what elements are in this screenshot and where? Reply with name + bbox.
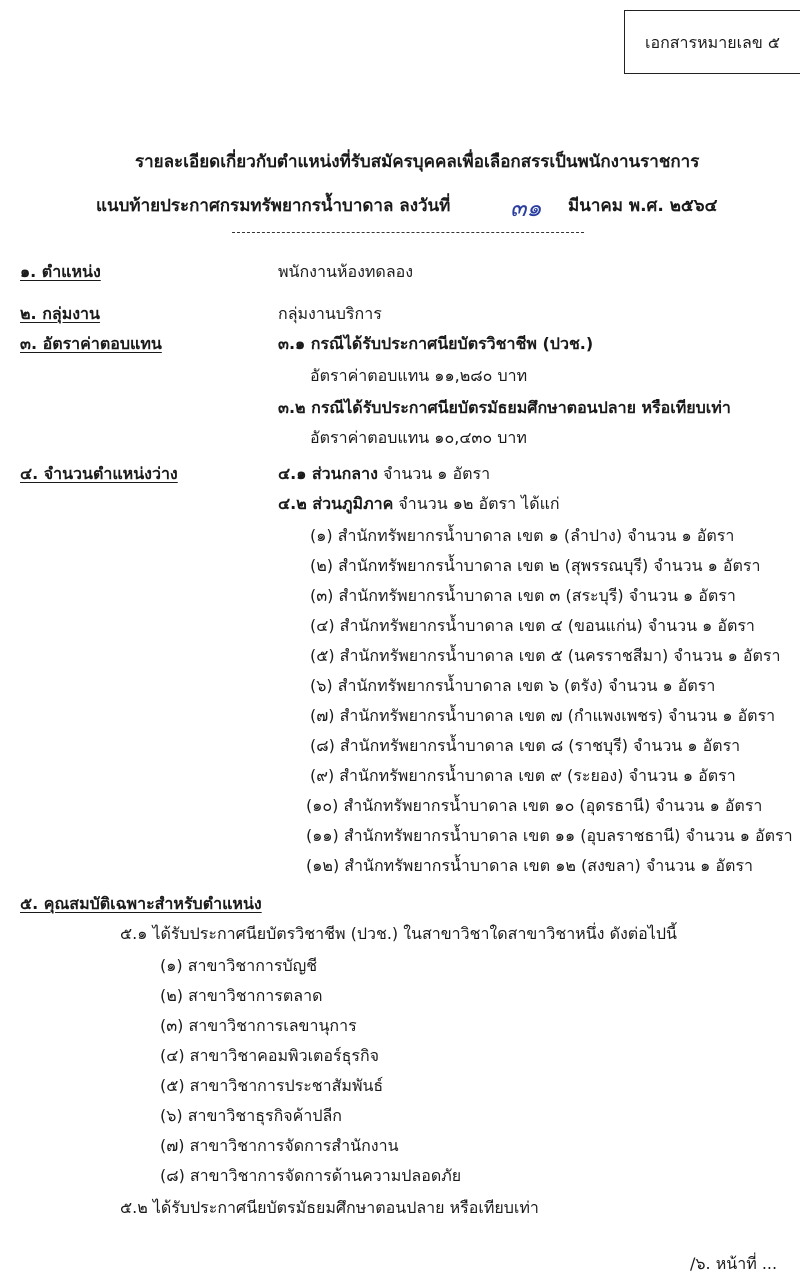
document-number: เอกสารหมายเลข ๕ xyxy=(645,33,780,52)
region-item-7: (๗) สำนักทรัพยากรน้ำบาดาล เขต ๗ (กำแพงเพชร) จำนวน ๑ อัตรา xyxy=(310,706,776,725)
title-line-1: รายละเอียดเกี่ยวกับตำแหน่งที่รับสมัครบุคคลเพื่อเลือกสรรเป็นพนักงานราชการ xyxy=(135,152,700,172)
major-item-5: (๕) สาขาวิชาการประชาสัมพันธ์ xyxy=(160,1076,384,1095)
region-item-10: (๑๐) สำนักทรัพยากรน้ำบาดาล เขต ๑๐ (อุดรธานี) จำนวน ๑ อัตรา xyxy=(306,796,763,815)
section-3-1-value: อัตราค่าตอบแทน ๑๑,๒๘๐ บาท xyxy=(310,366,528,385)
page-continuation: /๖. หน้าที่ ... xyxy=(690,1254,778,1273)
section-4-1 xyxy=(278,462,490,487)
section-1-value: พนักงานห้องทดลอง xyxy=(278,262,414,281)
section-5-label: ๕. คุณสมบัติเฉพาะสำหรับตำแหน่ง xyxy=(20,894,262,913)
section-3-1-title: ๓.๑ กรณีได้รับประกาศนียบัตรวิชาชีพ (ปวช.) xyxy=(278,334,594,353)
section-4-label: ๔. จำนวนตำแหน่งว่าง xyxy=(20,464,178,483)
section-3-2-title: ๓.๒ กรณีได้รับประกาศนียบัตรมัธยมศึกษาตอนปลาย หรือเทียบเท่า xyxy=(278,398,731,417)
region-item-6: (๖) สำนักทรัพยากรน้ำบาดาล เขต ๖ (ตรัง) จำนวน ๑ อัตรา xyxy=(310,676,716,695)
section-1-label: ๑. ตำแหน่ง xyxy=(20,262,101,281)
major-item-4: (๔) สาขาวิชาคอมพิวเตอร์ธุรกิจ xyxy=(160,1046,380,1065)
section-3-2-value: อัตราค่าตอบแทน ๑๐,๔๓๐ บาท xyxy=(310,428,527,447)
title-divider xyxy=(232,232,584,233)
region-item-11: (๑๑) สำนักทรัพยากรน้ำบาดาล เขต ๑๑ (อุบลราชธานี) จำนวน ๑ อัตรา xyxy=(306,826,793,845)
section-5-1: ๕.๑ ได้รับประกาศนียบัตรวิชาชีพ (ปวช.) ในสาขาวิชาใดสาขาวิชาหนึ่ง ดังต่อไปนี้ xyxy=(120,924,677,943)
major-item-8: (๘) สาขาวิชาการจัดการด้านความปลอดภัย xyxy=(160,1166,462,1185)
title-line-2-prefix: แนบท้ายประกาศกรมทรัพยากรน้ำบาดาล ลงวันที่ xyxy=(96,196,451,216)
section-4-1-title: ๔.๑ ส่วนกลาง xyxy=(278,464,378,483)
handwritten-date: ๓๑ xyxy=(510,194,542,222)
section-4-2-value: จำนวน ๑๒ อัตรา ได้แก่ xyxy=(393,494,560,513)
region-item-9: (๙) สำนักทรัพยากรน้ำบาดาล เขต ๙ (ระยอง) จำนวน ๑ อัตรา xyxy=(310,766,736,785)
major-item-2: (๒) สาขาวิชาการตลาด xyxy=(160,986,323,1005)
section-2-label: ๒. กลุ่มงาน xyxy=(20,304,100,323)
document-number-box xyxy=(624,10,800,74)
region-item-4: (๔) สำนักทรัพยากรน้ำบาดาล เขต ๔ (ขอนแก่น) จำนวน ๑ อัตรา xyxy=(310,616,755,635)
region-item-8: (๘) สำนักทรัพยากรน้ำบาดาล เขต ๘ (ราชบุรี) จำนวน ๑ อัตรา xyxy=(310,736,741,755)
major-item-6: (๖) สาขาวิชาธุรกิจค้าปลีก xyxy=(160,1106,342,1125)
major-item-3: (๓) สาขาวิชาการเลขานุการ xyxy=(160,1016,357,1035)
region-item-2: (๒) สำนักทรัพยากรน้ำบาดาล เขต ๒ (สุพรรณบุรี) จำนวน ๑ อัตรา xyxy=(310,556,761,575)
region-item-1: (๑) สำนักทรัพยากรน้ำบาดาล เขต ๑ (ลำปาง) จำนวน ๑ อัตรา xyxy=(310,526,735,545)
section-4-2-title: ๔.๒ ส่วนภูมิภาค xyxy=(278,494,394,513)
title-line-2-suffix: มีนาคม พ.ศ. ๒๕๖๔ xyxy=(568,196,718,216)
region-item-12: (๑๒) สำนักทรัพยากรน้ำบาดาล เขต ๑๒ (สงขลา) จำนวน ๑ อัตรา xyxy=(306,856,753,875)
major-item-1: (๑) สาขาวิชาการบัญชี xyxy=(160,956,318,975)
major-item-7: (๗) สาขาวิชาการจัดการสำนักงาน xyxy=(160,1136,399,1155)
section-2-value: กลุ่มงานบริการ xyxy=(278,304,382,323)
section-4-2 xyxy=(278,492,560,517)
section-5-2: ๕.๒ ได้รับประกาศนียบัตรมัธยมศึกษาตอนปลาย หรือเทียบเท่า xyxy=(120,1198,539,1217)
section-4-1-value: จำนวน ๑ อัตรา xyxy=(377,464,491,483)
section-3-label: ๓. อัตราค่าตอบแทน xyxy=(20,334,162,353)
region-item-3: (๓) สำนักทรัพยากรน้ำบาดาล เขต ๓ (สระบุรี) จำนวน ๑ อัตรา xyxy=(310,586,736,605)
region-item-5: (๕) สำนักทรัพยากรน้ำบาดาล เขต ๕ (นครราชสีมา) จำนวน ๑ อัตรา xyxy=(310,646,781,665)
